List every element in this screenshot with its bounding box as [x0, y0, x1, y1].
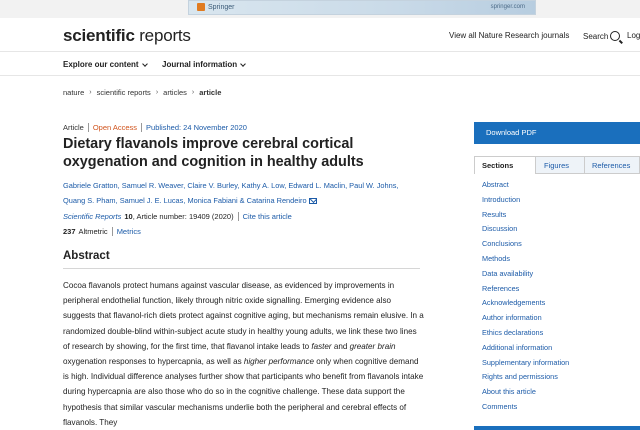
- nav-journal-info-label: Journal information: [162, 60, 238, 69]
- section-link-references[interactable]: References: [482, 283, 520, 293]
- chevron-right-icon: ›: [191, 89, 195, 96]
- abstract-em-greater: greater brain: [349, 341, 396, 351]
- abstract-heading: Abstract: [63, 250, 420, 269]
- divider: [238, 212, 239, 221]
- metrics-link[interactable]: Metrics: [116, 227, 141, 236]
- section-link-results[interactable]: Results: [482, 209, 507, 219]
- divider: [141, 123, 142, 132]
- ad-logo-text: Springer: [208, 3, 235, 11]
- section-link-author-information[interactable]: Author information: [482, 313, 542, 323]
- abstract-part-2: oxygenation responses to hypercapnia, as well as: [63, 357, 244, 367]
- breadcrumb-nature[interactable]: nature: [63, 88, 85, 97]
- abstract-em-faster: faster: [311, 341, 332, 351]
- view-journals-link[interactable]: View all Nature Research journals: [449, 31, 570, 40]
- abstract-em-higher: higher performance: [243, 357, 315, 367]
- article-meta: [63, 123, 247, 132]
- divider: [88, 123, 89, 132]
- section-link-data-availability[interactable]: Data availability: [482, 268, 534, 278]
- nav-explore-label: Explore our content: [63, 60, 139, 69]
- article-type: Article: [63, 123, 84, 132]
- breadcrumb-articles[interactable]: articles: [163, 88, 187, 97]
- breadcrumb-scientific-reports[interactable]: scientific reports: [96, 88, 151, 97]
- chevron-right-icon: ›: [89, 89, 92, 96]
- section-link-supplementary-information[interactable]: Supplementary information: [482, 357, 570, 367]
- section-link-about-this-article[interactable]: About this article: [482, 387, 536, 397]
- article-title: Dietary flavanols improve cerebral cortical oxygenation and cognition in healthy adults: [63, 136, 364, 170]
- site-header: [0, 18, 640, 52]
- chevron-down-icon: [240, 61, 246, 67]
- brand-bold: scientific: [63, 26, 135, 45]
- open-access-badge: Open Access: [92, 123, 138, 132]
- cite-this-article-link[interactable]: Cite this article: [242, 212, 292, 221]
- search-label: Search: [583, 31, 609, 41]
- section-link-methods[interactable]: Methods: [482, 253, 510, 263]
- ad-url: springer.com: [490, 4, 525, 10]
- springer-logo: [197, 3, 234, 11]
- springer-horse-icon: [197, 3, 205, 11]
- divider: [112, 227, 113, 236]
- abstract-text: [63, 278, 425, 430]
- mail-icon[interactable]: [309, 198, 317, 204]
- login-link[interactable]: Log: [627, 31, 640, 40]
- authors-line-2: [63, 194, 433, 209]
- published-date: Published: 24 November 2020: [146, 123, 247, 132]
- abstract-part-3: only when cognitive demand is high. Individual difference analyses further show that participants who benefit from flavanols intake during hypercapnia are also those who do so in the cognitive challenge. These data support the hypothesis that similar vascular mechanisms underlie both the peripheral and cerebral effects of flavanols. They: [63, 357, 424, 427]
- search-icon: [610, 31, 620, 41]
- chevron-down-icon: [142, 61, 148, 67]
- brand-logo[interactable]: [63, 26, 191, 46]
- author-list: [63, 179, 433, 208]
- tab-figures[interactable]: Figures: [536, 156, 584, 174]
- metrics-line: [63, 227, 141, 236]
- sidebar-bottom-bar: [474, 426, 640, 430]
- brand-rest: reports: [134, 26, 191, 45]
- article-number: , Article number: 19409 (2020): [132, 212, 234, 221]
- section-link-abstract[interactable]: Abstract: [482, 180, 509, 189]
- section-list: [482, 180, 569, 417]
- section-link-discussion[interactable]: Discussion: [482, 224, 518, 234]
- citation-line: [63, 212, 292, 221]
- nav-explore-content[interactable]: [63, 60, 147, 69]
- section-link-ethics-declarations[interactable]: Ethics declarations: [482, 327, 544, 337]
- altmetric-count: 237: [63, 227, 76, 236]
- nav-journal-information[interactable]: [162, 60, 245, 69]
- chevron-right-icon: ›: [155, 89, 159, 96]
- authors-line-2-text[interactable]: Quang S. Pham, Samuel J. E. Lucas, Monica Fabiani & Catarina Rendeiro: [63, 195, 307, 205]
- tab-underline: [536, 173, 640, 174]
- download-pdf-button[interactable]: Download PDF: [474, 122, 640, 144]
- volume: 10: [124, 212, 133, 221]
- breadcrumb-current: article: [199, 88, 222, 97]
- section-link-comments[interactable]: Comments: [482, 401, 518, 411]
- section-link-acknowledgements[interactable]: Acknowledgements: [482, 298, 546, 308]
- abstract-and: and: [331, 341, 350, 351]
- tab-references[interactable]: References: [584, 156, 640, 174]
- tab-sections[interactable]: Sections: [474, 156, 536, 174]
- breadcrumb: [63, 88, 221, 97]
- authors-line-1[interactable]: Gabriele Gratton, Samuel R. Weaver, Claire V. Burley, Kathy A. Low, Edward L. Maclin, Paul W. Johns,: [63, 181, 399, 190]
- search-button[interactable]: [583, 31, 620, 41]
- section-link-conclusions[interactable]: Conclusions: [482, 239, 522, 249]
- main-nav: [0, 52, 640, 76]
- section-link-rights-and-permissions[interactable]: Rights and permissions: [482, 372, 558, 382]
- abstract-part-1: Cocoa flavanols protect humans against vascular disease, as evidenced by improvements in peripheral endothelial function, likely through nitric oxide signalling. Emerging evidence also suggests that flavanol-rich diets protect against cognitive aging, but mechanisms remain elusive. In a randomized double-blind within-subject acute study in healthy young adults, we link these two lines of research by showing, for the first time, that flavanol intake leads to: [63, 281, 424, 351]
- altmetric-label[interactable]: Altmetric: [78, 227, 108, 236]
- journal-name[interactable]: Scientific Reports: [63, 212, 122, 221]
- ad-banner[interactable]: [188, 0, 536, 15]
- section-link-additional-information[interactable]: Additional information: [482, 342, 553, 352]
- sidebar-tabs: [474, 156, 640, 174]
- section-link-introduction[interactable]: Introduction: [482, 194, 521, 204]
